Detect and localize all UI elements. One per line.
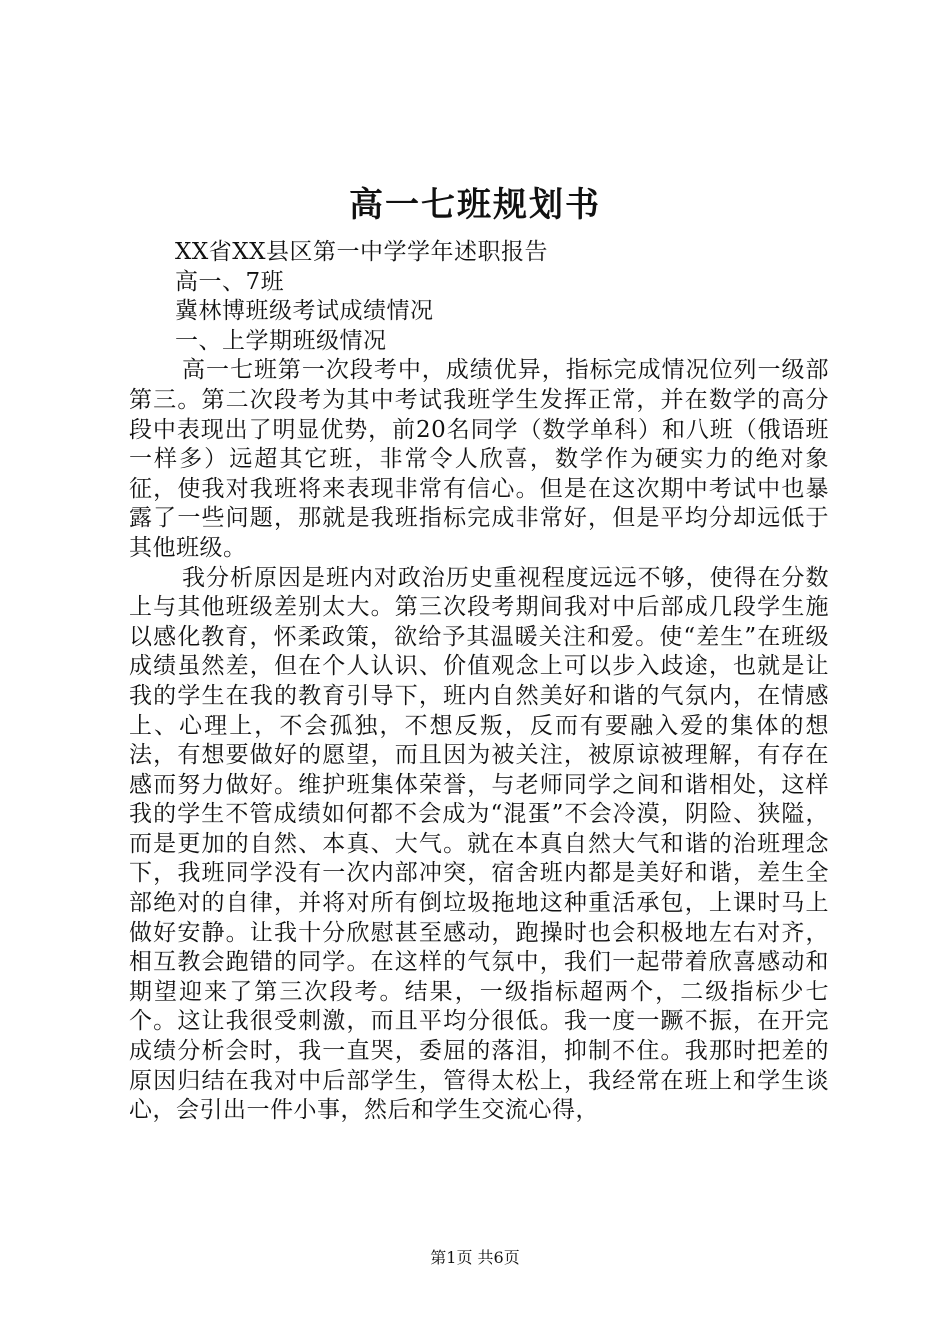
page-number-footer: 第1页 共6页 xyxy=(430,1248,520,1267)
section-heading: 一、上学期班级情况 xyxy=(175,327,387,354)
body-paragraph: 我分析原因是班内对政治历史重视程度远远不够，使得在分数上与其他班级差别太大。第三次段考期间我对中后部成几段学生施以感化教育，怀柔政策，欲给予其温暖关注和爱。使“差生”在班级成绩虽然差，但在个人认识、价值观念上可以步入歧途，也就是让我的学生在我的教育引导下，班内自然美好和谐的气氛内，在情感上、心理上，不会孤独，不想反叛，反而有要融入爱的集体的想法，有想要做好的愿望，而且因为被关注，被原谅被理解，有存在感而努力做好。维护班集体荣誉，与老师同学之间和谐相处，这样我的学生不管成绩如何都不会成为“混蛋”不会冷漠，阴险、狭隘，而是更加的自然、本真、大气。就在本真自然大气和谐的治班理念下，我班同学没有一次内部冲突，宿舍班内都是美好和谐，差生全部绝对的自律，并将对所有倒垃圾拖地这种重活承包，上课时马上做好安静。让我十分欣慰甚至感动，跑操时也会积极地左右对齐，相互教会跑错的同学。在这样的气氛中，我们一起带着欣喜感动和期望迎来了第三次段考。结果，一级指标超两个，二级指标少七个。这让我很受刺激，而且平均分很低。我一度一蹶不振，在开完成绩分析会时，我一直哭，委屈的落泪，抑制不住。我那时把差的原因归结在我对中后部学生，管得太松上，我经常在班上和学生谈心，会引出一件小事，然后和学生交流心得， xyxy=(129,564,829,1124)
document-title: 高一七班规划书 xyxy=(349,185,601,225)
report-heading-line: XX省XX县区第一中学学年述职报告 xyxy=(175,239,548,265)
body-paragraph: 高一七班第一次段考中，成绩优异，指标完成情况位列一级部第三。第二次段考为其中考试我班学生发挥正常，并在数学的高分段中表现出了明显优势，前20名同学（数学单科）和八班（俄语班一样多）远超其它班，非常令人欣喜，数学作为硬实力的绝对象征，使我对我班将来表现非常有信心。但是在这次期中考试中也暴露了一些问题，那就是我班指标完成非常好，但是平均分却远低于其他班级。 xyxy=(129,357,829,561)
author-heading-line: 冀林博班级考试成绩情况 xyxy=(175,298,434,325)
document-body xyxy=(129,238,829,1126)
class-heading-line: 高一、7班 xyxy=(175,268,285,295)
